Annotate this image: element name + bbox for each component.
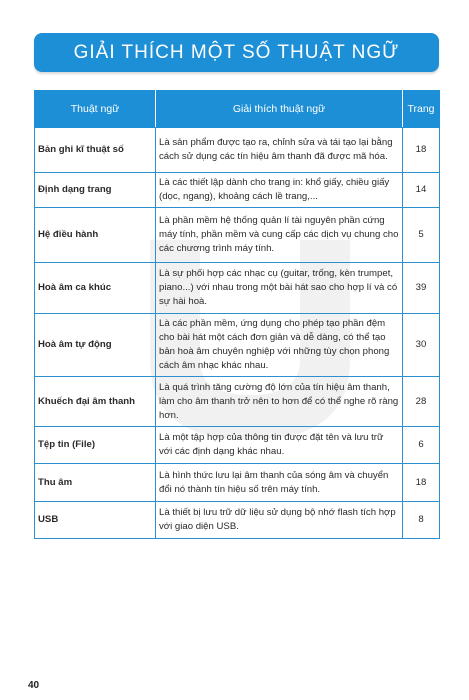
- table-row: [35, 427, 440, 464]
- glossary-table: [34, 90, 440, 539]
- term-cell: Thu âm: [35, 464, 156, 502]
- column-header-term: Thuật ngữ: [35, 91, 156, 128]
- term-cell: Tệp tin (File): [35, 427, 156, 464]
- table-header-row: [35, 91, 440, 128]
- page-cell: 8: [403, 502, 440, 539]
- term-cell: Định dạng trang: [35, 173, 156, 208]
- page-cell: 39: [403, 263, 440, 314]
- explanation-cell: Là sản phẩm được tạo ra, chỉnh sửa và tái tạo lại bằng cách sử dụng các tín hiệu âm thanh đã được mã hóa.: [156, 128, 403, 173]
- explanation-cell: Là phần mềm hệ thống quản lí tài nguyên phần cứng máy tính, phần mềm và cung cấp các dịch vụ chung cho các chương trình máy tính.: [156, 208, 403, 263]
- term-cell: Hoà âm tự động: [35, 314, 156, 377]
- page-cell: 18: [403, 464, 440, 502]
- term-cell: USB: [35, 502, 156, 539]
- page-cell: 28: [403, 377, 440, 427]
- table-row: [35, 314, 440, 377]
- page-title: GIẢI THÍCH MỘT SỐ THUẬT NGỮ: [34, 33, 439, 72]
- table-row: [35, 173, 440, 208]
- table-row: [35, 502, 440, 539]
- table-row: [35, 377, 440, 427]
- column-header-page: Trang: [403, 91, 440, 128]
- table-row: [35, 208, 440, 263]
- page-cell: 30: [403, 314, 440, 377]
- page-number: 40: [28, 680, 40, 691]
- explanation-cell: Là quá trình tăng cường độ lớn của tín hiệu âm thanh, làm cho âm thanh trở nên to hơn để có thể nghe rõ ràng hơn.: [156, 377, 403, 427]
- explanation-cell: Là các phần mềm, ứng dụng cho phép tạo phần đệm cho bài hát một cách đơn giản và dễ dàng, có thể tạo bản hoà âm chuyên nghiệp với những tùy chọn phong cách âm nhạc khác nhau.: [156, 314, 403, 377]
- table-row: [35, 464, 440, 502]
- column-header-explanation: Giải thích thuật ngữ: [156, 91, 403, 128]
- page-cell: 5: [403, 208, 440, 263]
- page-cell: 18: [403, 128, 440, 173]
- page-cell: 14: [403, 173, 440, 208]
- explanation-cell: Là hình thức lưu lại âm thanh của sóng âm và chuyển đổi nó thành tín hiệu số trên máy tính.: [156, 464, 403, 502]
- explanation-cell: Là một tập hợp của thông tin được đặt tên và lưu trữ với các định dạng khác nhau.: [156, 427, 403, 464]
- term-cell: Hệ điều hành: [35, 208, 156, 263]
- explanation-cell: Là sự phối hợp các nhạc cụ (guitar, trống, kèn trumpet, piano...) với nhau trong một bài hát sao cho hợp lí và có sự hài hoà.: [156, 263, 403, 314]
- page-cell: 6: [403, 427, 440, 464]
- explanation-cell: Là thiết bị lưu trữ dữ liệu sử dụng bộ nhớ flash tích hợp với giao diện USB.: [156, 502, 403, 539]
- term-cell: Khuếch đại âm thanh: [35, 377, 156, 427]
- term-cell: Hoà âm ca khúc: [35, 263, 156, 314]
- table-row: [35, 128, 440, 173]
- term-cell: Bản ghi kĩ thuật số: [35, 128, 156, 173]
- explanation-cell: Là các thiết lập dành cho trang in: khổ giấy, chiều giấy (dọc, ngang), khoảng cách lề trang,...: [156, 173, 403, 208]
- table-row: [35, 263, 440, 314]
